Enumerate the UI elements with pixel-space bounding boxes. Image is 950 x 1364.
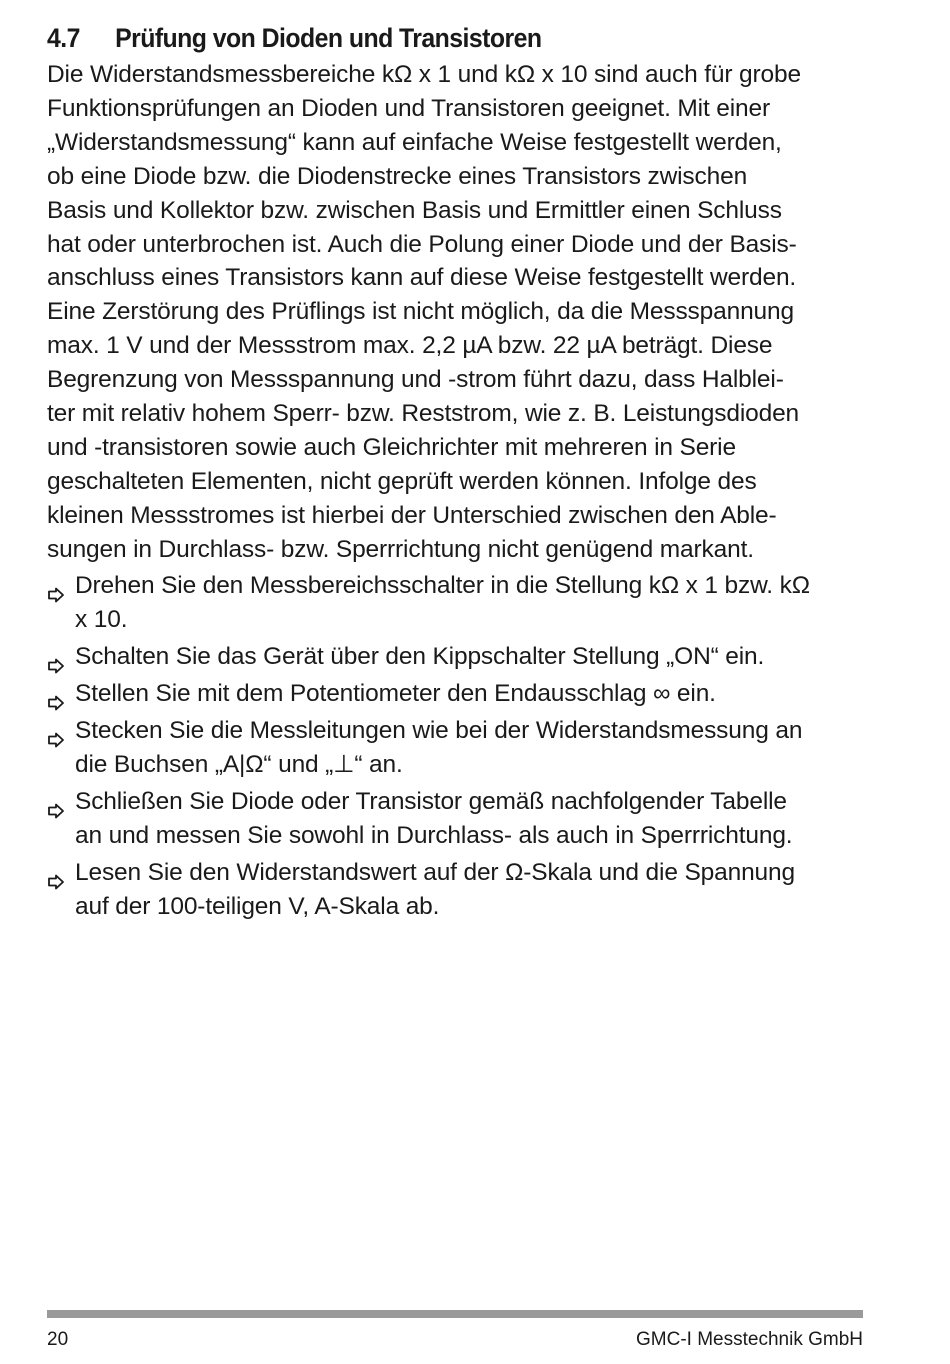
instruction-step (47, 856, 867, 924)
body-line: geschalteten Elementen, nicht geprüft werden können. Infolge des (47, 467, 757, 495)
step-line: Drehen Sie den Messbereichsschalter in die Stellung kΩ x 1 bzw. kΩ (75, 571, 810, 599)
body-line: Begrenzung von Messspannung und -strom führt dazu, dass Halblei- (47, 366, 784, 394)
body-line: max. 1 V und der Messstrom max. 2,2 µA bzw. 22 µA beträgt. Diese (47, 332, 773, 360)
company-name: GMC-I Messtechnik GmbH (636, 1329, 863, 1350)
body-line: „Widerstandsmessung“ kann auf einfache Weise festgestellt werden, (47, 128, 782, 156)
step-line: die Buchsen „A|Ω“ und „⊥“ an. (75, 751, 403, 779)
instruction-steps (47, 569, 867, 925)
body-line: Basis und Kollektor bzw. zwischen Basis und Ermittler einen Schluss (47, 196, 782, 224)
instruction-step (47, 569, 867, 637)
footer-divider (47, 1310, 863, 1318)
section-title: Prüfung von Dioden und Transistoren (115, 23, 542, 53)
instruction-step (47, 640, 867, 674)
body-line: hat oder unterbrochen ist. Auch die Polung einer Diode und der Basis- (47, 230, 797, 258)
step-line: auf der 100-teiligen V, A-Skala ab. (75, 893, 440, 921)
section-number: 4.7 (47, 23, 80, 53)
page-number: 20 (47, 1329, 69, 1350)
body-line: Funktionsprüfungen an Dioden und Transistoren geeignet. Mit einer (47, 94, 770, 122)
step-line: Lesen Sie den Widerstandswert auf der Ω-Skala und die Spannung (75, 859, 795, 887)
body-line: Eine Zerstörung des Prüflings ist nicht möglich, da die Messspannung (47, 298, 794, 326)
step-line: Stellen Sie mit dem Potentiometer den Endausschlag ∞ ein. (75, 679, 716, 707)
step-line: Schalten Sie das Gerät über den Kippschalter Stellung „ON“ ein. (75, 642, 765, 670)
arrow-right-outline-icon (47, 724, 65, 740)
instruction-step (47, 785, 867, 853)
step-line: Stecken Sie die Messleitungen wie bei der Widerstandsmessung an (75, 717, 803, 745)
body-line: kleinen Messstromes ist hierbei der Unterschied zwischen den Able- (47, 501, 777, 529)
body-line: anschluss eines Transistors kann auf diese Weise festgestellt werden. (47, 264, 797, 292)
arrow-right-outline-icon (47, 650, 65, 666)
step-line: x 10. (75, 605, 128, 633)
instruction-step (47, 714, 867, 782)
section-heading (47, 18, 801, 58)
instruction-step (47, 677, 867, 711)
arrow-right-outline-icon (47, 579, 65, 595)
body-line: und -transistoren sowie auch Gleichrichter mit mehreren in Serie (47, 433, 736, 461)
body-line: ob eine Diode bzw. die Diodenstrecke eines Transistors zwischen (47, 162, 748, 190)
step-line: an und messen Sie sowohl in Durchlass- als auch in Sperrrichtung. (75, 822, 793, 850)
body-line: Die Widerstandsmessbereiche kΩ x 1 und kΩ x 10 sind auch für grobe (47, 61, 801, 88)
step-line: Schließen Sie Diode oder Transistor gemäß nachfolgender Tabelle (75, 788, 787, 816)
body-line: ter mit relativ hohem Sperr- bzw. Reststrom, wie z. B. Leistungsdioden (47, 400, 800, 428)
arrow-right-outline-icon (47, 866, 65, 882)
arrow-right-outline-icon (47, 795, 65, 811)
document-page (47, 18, 867, 927)
body-paragraph (47, 58, 867, 567)
arrow-right-outline-icon (47, 687, 65, 703)
body-line: sungen in Durchlass- bzw. Sperrrichtung nicht genügend markant. (47, 535, 754, 563)
